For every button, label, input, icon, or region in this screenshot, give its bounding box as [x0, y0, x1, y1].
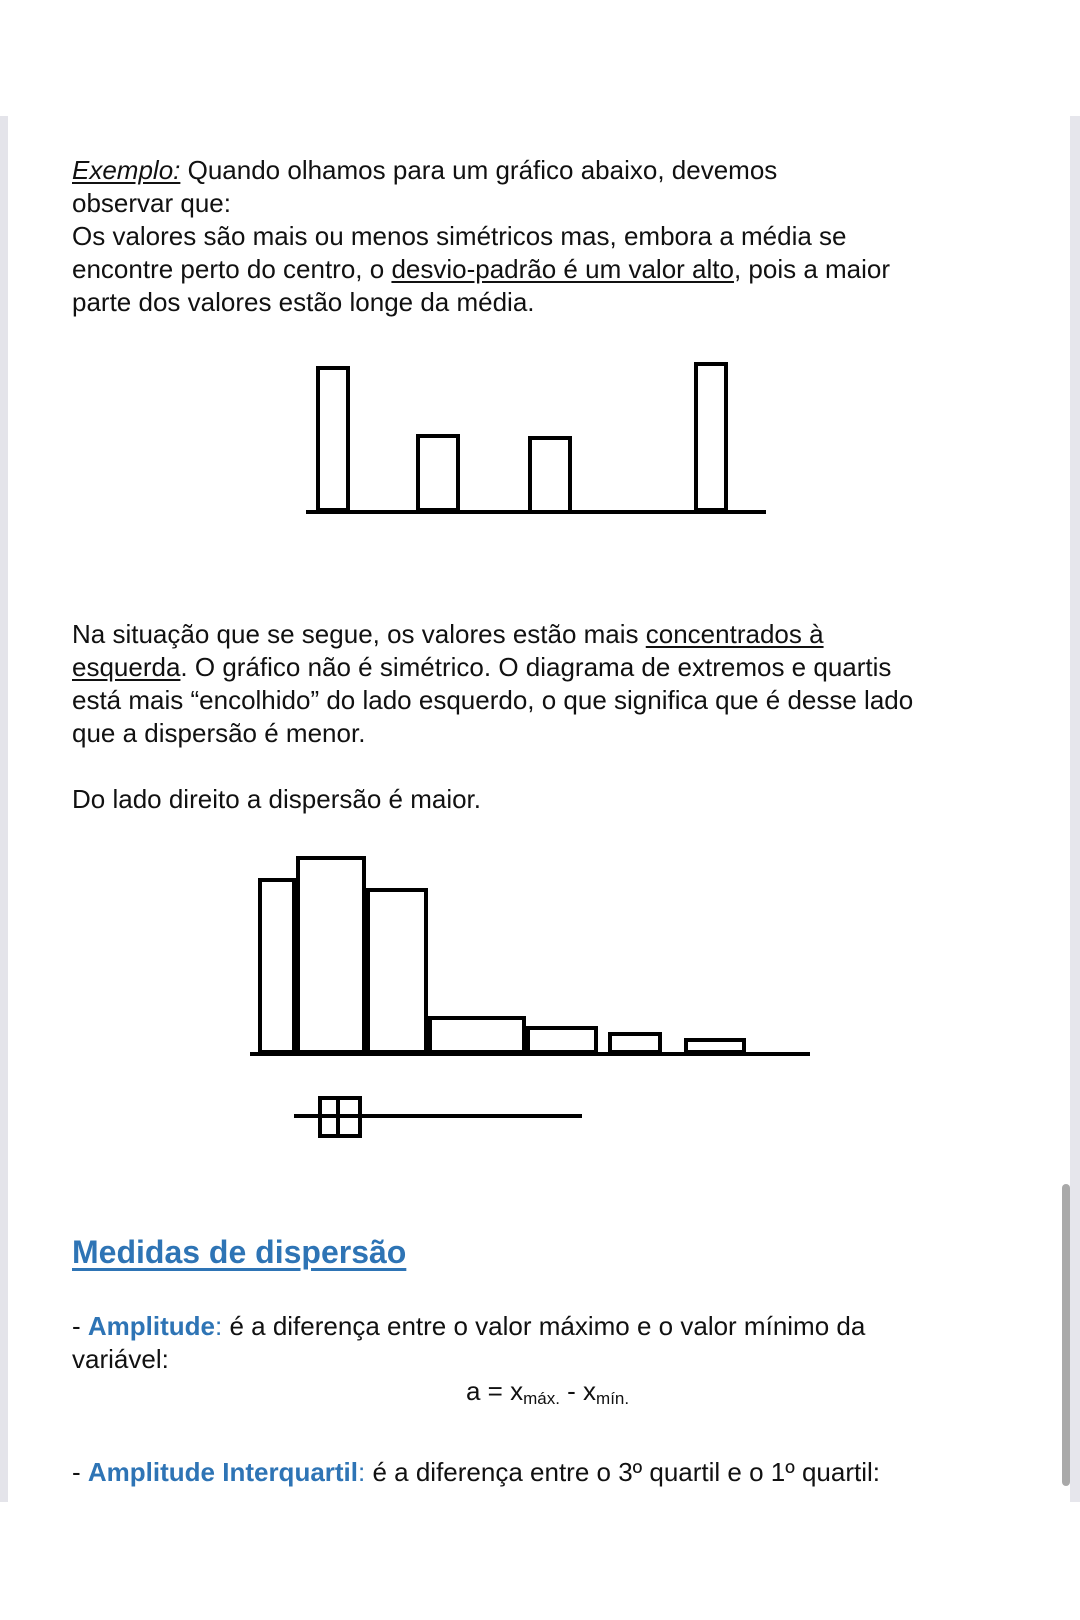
text: -: [72, 1457, 88, 1487]
text: Do lado direito a dispersão é maior.: [72, 784, 482, 814]
section-heading: Medidas de dispersão: [72, 1234, 407, 1270]
text: encontre perto do centro, o: [72, 254, 392, 284]
text: é a diferença entre o 3º quartil e o 1º quartil:: [365, 1457, 880, 1487]
example-label: Exemplo:: [72, 155, 181, 185]
text: parte dos valores estão longe da média.: [72, 287, 535, 317]
emphasis-underlined: esquerda: [72, 652, 181, 682]
bar: [528, 1028, 596, 1052]
bar: [686, 1040, 744, 1052]
bar: [430, 1018, 524, 1052]
symmetric-bar-chart: [296, 360, 766, 535]
amplitude-definition: [72, 1310, 1012, 1376]
emphasis-underlined: desvio-padrão é um valor alto: [391, 254, 734, 284]
text: é a diferença entre o valor máximo e o valor mínimo da: [222, 1311, 866, 1341]
text: observar que:: [72, 188, 231, 218]
bar: [530, 438, 570, 512]
text: :: [358, 1457, 366, 1487]
text: variável:: [72, 1344, 169, 1374]
text: . O gráfico não é simétrico. O diagrama de extremos e quartis: [180, 652, 892, 682]
skewed-histogram-chart: [250, 850, 820, 1140]
term-iqr: Amplitude Interquartil: [87, 1457, 359, 1487]
text: Quando olhamos para um gráfico abaixo, devemos: [180, 155, 778, 185]
amplitude-formula: [466, 1376, 629, 1409]
text: Na situação que se segue, os valores estão mais: [72, 619, 646, 649]
text: a = x: [466, 1376, 524, 1406]
subscript: máx.: [523, 1389, 560, 1408]
page-left-edge: [0, 116, 8, 1502]
text: que a dispersão é menor.: [72, 718, 366, 748]
bar: [696, 364, 726, 510]
text: está mais “encolhido” do lado esquerdo, o que significa que é desse lado: [72, 685, 914, 715]
box-plot: [294, 1098, 582, 1136]
bar: [298, 858, 364, 1052]
term-amplitude: Amplitude: [87, 1311, 215, 1341]
text: :: [215, 1311, 223, 1341]
scrollbar-track[interactable]: [1070, 116, 1080, 1502]
bar: [318, 368, 348, 510]
iqr-definition: [72, 1456, 1012, 1489]
text: , pois a maior: [733, 254, 891, 284]
bar: [610, 1034, 660, 1052]
emphasis-underlined: concentrados à: [645, 619, 824, 649]
bar: [260, 880, 294, 1052]
scrollbar-thumb[interactable]: [1062, 1184, 1070, 1486]
bar: [368, 890, 426, 1052]
situation-paragraph: [72, 618, 1012, 816]
text: - x: [559, 1376, 597, 1406]
bar: [418, 436, 458, 510]
text: -: [72, 1311, 88, 1341]
text: Os valores são mais ou menos simétricos mas, embora a média se: [72, 221, 847, 251]
subscript: mín.: [596, 1389, 630, 1408]
example-paragraph: [72, 154, 1012, 319]
